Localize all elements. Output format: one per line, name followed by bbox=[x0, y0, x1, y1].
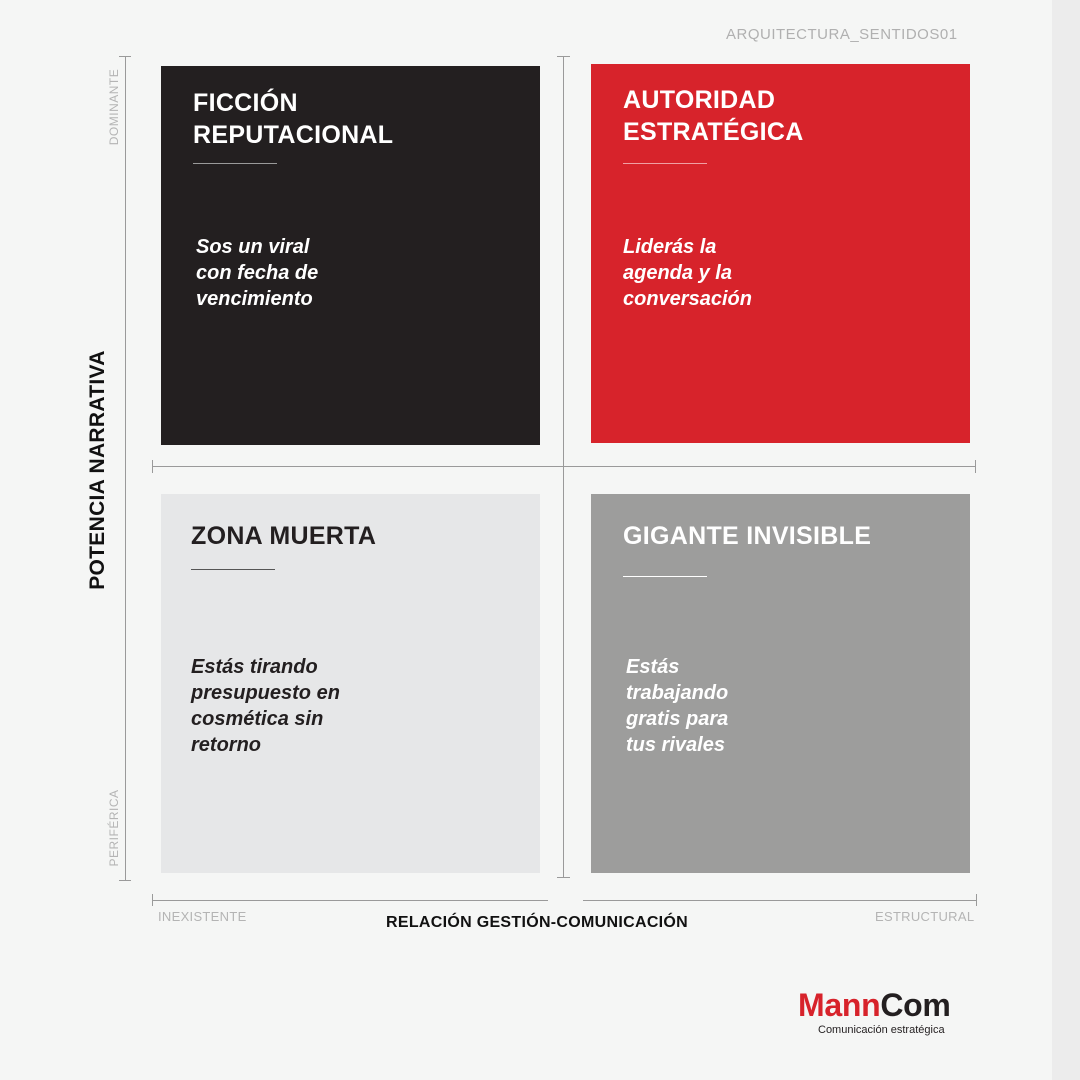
horizontal-axis-cap-left bbox=[152, 460, 153, 473]
horizontal-axis-cap-right bbox=[975, 460, 976, 473]
quadrant-title: AUTORIDAD ESTRATÉGICA bbox=[623, 86, 804, 146]
left-scale-cap-bottom bbox=[119, 880, 131, 881]
manncom-logo bbox=[798, 986, 951, 1024]
y-axis-bottom-label: PERIFÉRICA bbox=[107, 789, 121, 867]
quadrant-description: Estás trabajando gratis para tus rivales bbox=[626, 656, 729, 756]
logo-part-com: Com bbox=[880, 987, 951, 1023]
vertical-axis-cap-top bbox=[557, 56, 570, 57]
quadrant-description: Estás tirando presupuesto en cosmética sin retorno bbox=[191, 656, 340, 756]
quadrant-zona-muerta bbox=[161, 494, 540, 873]
quadrant-divider bbox=[623, 163, 707, 164]
bottom-scale-cap-right bbox=[976, 894, 977, 906]
left-scale-line bbox=[125, 56, 126, 881]
quadrant-title: GIGANTE INVISIBLE bbox=[623, 522, 872, 550]
horizontal-axis-line bbox=[152, 466, 976, 467]
y-axis-label: POTENCIA NARRATIVA bbox=[86, 350, 109, 590]
x-axis-label: RELACIÓN GESTIÓN-COMUNICACIÓN bbox=[386, 914, 689, 931]
logo-part-mann: Mann bbox=[798, 987, 881, 1023]
reference-code: ARQUITECTURA_SENTIDOS01 bbox=[726, 26, 958, 43]
bottom-scale-line-right bbox=[583, 900, 977, 901]
quadrant-autoridad-estrategica bbox=[591, 64, 970, 443]
bottom-scale-line-left bbox=[152, 900, 548, 901]
quadrant-divider bbox=[623, 576, 707, 577]
x-axis-left-label: INEXISTENTE bbox=[158, 909, 247, 924]
brand-tagline: Comunicación estratégica bbox=[818, 1024, 945, 1036]
quadrant-divider bbox=[193, 163, 277, 164]
quadrant-ficcion-reputacional bbox=[161, 66, 540, 445]
y-axis-top-label: DOMINANTE bbox=[107, 68, 121, 146]
quadrant-description: Sos un viral con fecha de vencimiento bbox=[196, 236, 319, 310]
x-axis-right-label: ESTRUCTURAL bbox=[875, 909, 975, 924]
quadrant-title: FICCIÓN REPUTACIONAL bbox=[193, 89, 394, 149]
bottom-scale-cap-left bbox=[152, 894, 153, 906]
vertical-axis-line bbox=[563, 56, 564, 878]
vertical-axis-cap-bottom bbox=[557, 877, 570, 878]
quadrant-title: ZONA MUERTA bbox=[191, 522, 377, 550]
left-scale-cap-top bbox=[119, 56, 131, 57]
quadrant-gigante-invisible bbox=[591, 494, 970, 873]
quadrant-divider bbox=[191, 569, 275, 570]
quadrant-description: Liderás la agenda y la conversación bbox=[623, 236, 752, 310]
